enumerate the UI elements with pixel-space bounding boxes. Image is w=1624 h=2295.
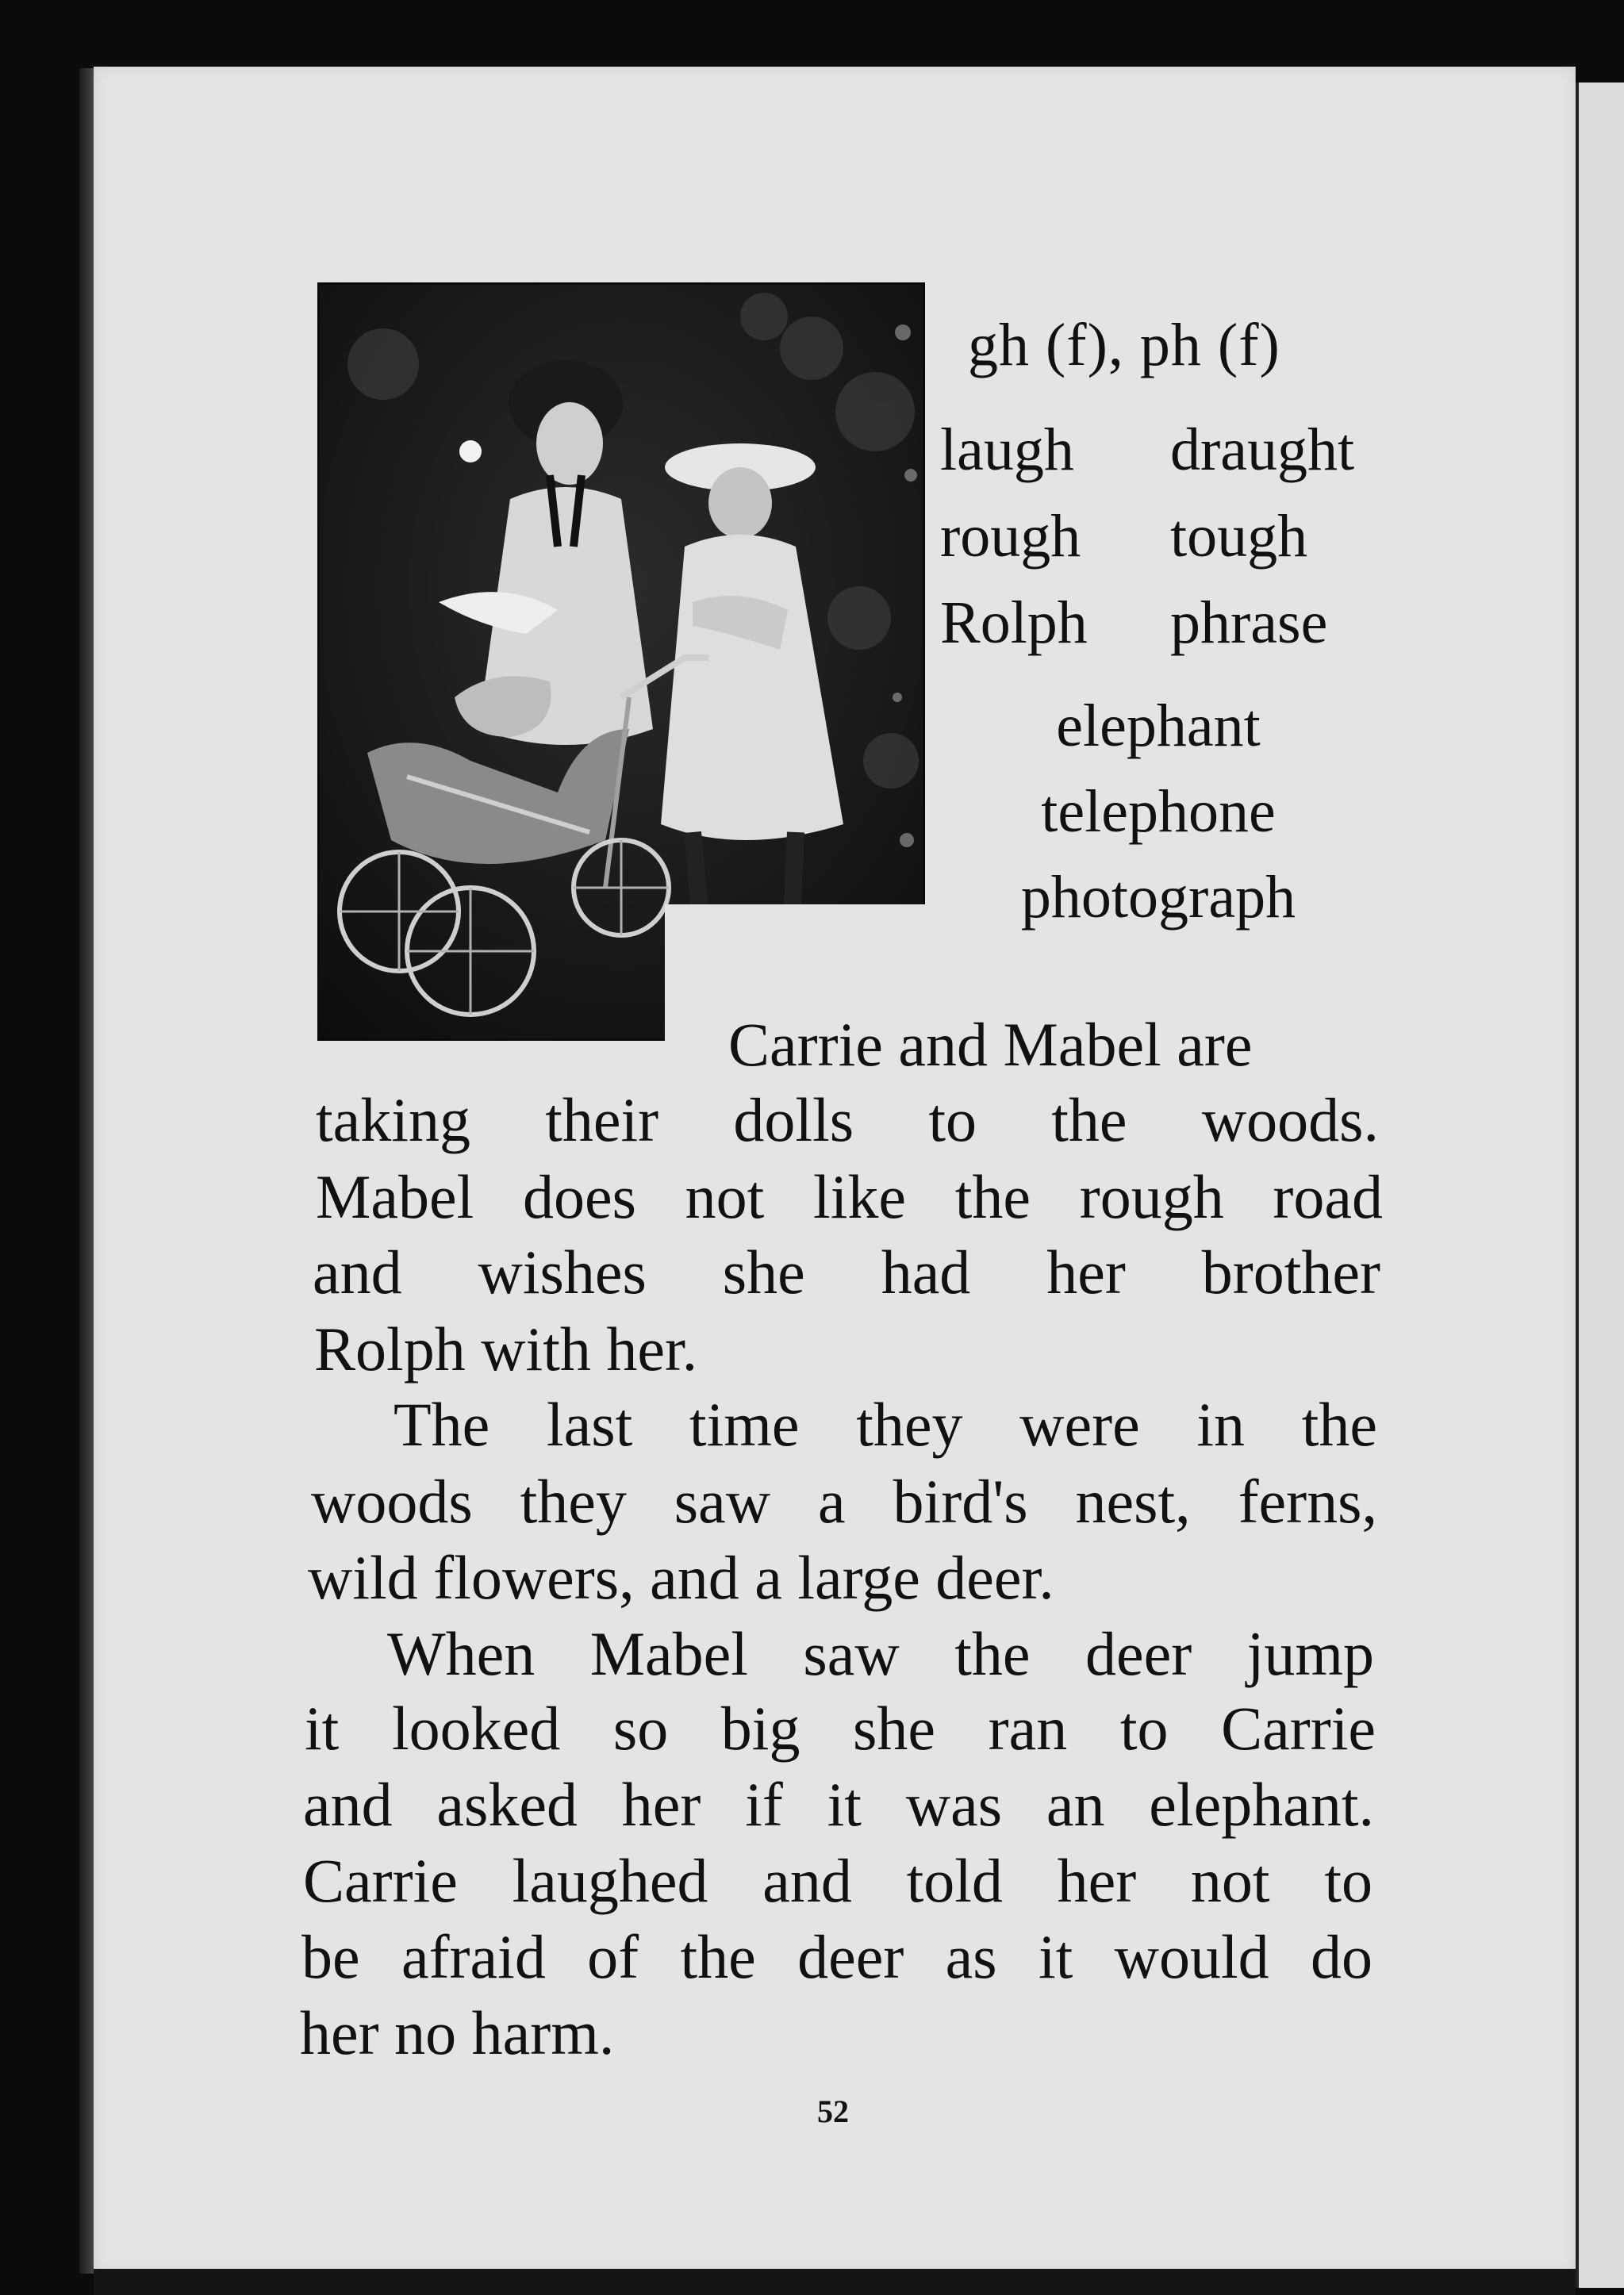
paragraph-3-line-2: it looked so big she ran to Carrie: [305, 1694, 1376, 1763]
page-bottom-shadow: [94, 2269, 1576, 2295]
word-laugh: laugh: [940, 416, 1074, 483]
word-rough: rough: [940, 503, 1081, 570]
paragraph-3-line-1: When Mabel saw the deer jump: [387, 1619, 1374, 1688]
paragraph-2-line-2: woods they saw a bird's nest, ferns,: [311, 1467, 1377, 1536]
word-photograph: photograph: [1020, 864, 1296, 931]
word-tough: tough: [1170, 503, 1308, 570]
paragraph-1-line-2: taking their dolls to the woods.: [316, 1085, 1379, 1154]
paragraph-2-line-1: The last time they were in the: [394, 1390, 1377, 1459]
text-line: Carrie and Mabel are: [728, 1010, 1253, 1079]
word-rolph: Rolph: [940, 589, 1088, 656]
paragraph-1-line-3: Mabel does not like the rough road: [316, 1162, 1383, 1231]
paragraph-3-line-3: and asked her if it was an elephant.: [303, 1770, 1374, 1839]
paragraph-3-line-4: Carrie laughed and told her not to: [303, 1846, 1373, 1915]
facing-page-edge: [1576, 83, 1624, 2288]
word-phrase: phrase: [1170, 589, 1328, 656]
word-draught: draught: [1170, 416, 1355, 483]
paragraph-1-line-1: [728, 1010, 1387, 1079]
paragraph-3-line-5: be afraid of the deer as it would do: [301, 1922, 1373, 1991]
page-number: 52: [817, 2094, 849, 2129]
word-telephone: telephone: [1041, 778, 1276, 845]
paragraph-3-line-6: her no harm.: [300, 1998, 615, 2067]
paragraph-1-line-4: and wishes she had her brother: [313, 1238, 1380, 1307]
paragraph-2-line-3: wild flowers, and a large deer.: [308, 1543, 1054, 1612]
word-elephant: elephant: [1056, 693, 1261, 759]
paragraph-1-line-5: Rolph with her.: [314, 1314, 698, 1384]
phonics-heading: gh (f), ph (f): [968, 312, 1280, 378]
